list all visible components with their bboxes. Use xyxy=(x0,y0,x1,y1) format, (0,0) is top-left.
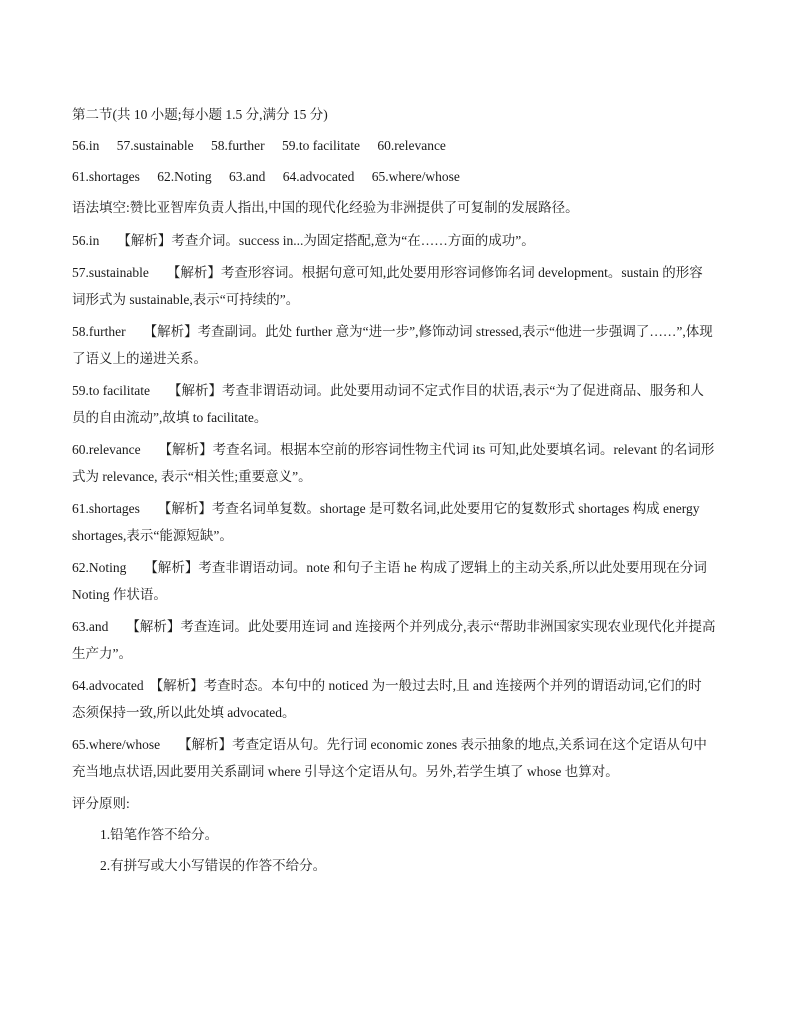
intro-line: 语法填空:赞比亚智库负责人指出,中国的现代化经验为非洲提供了可复制的发展路径。 xyxy=(72,200,579,215)
explanation-text: 【解析】考查时态。本句中的 noticed 为一般过去时,且 and 连接两个并列的谓语动词,它们的时 xyxy=(149,678,702,693)
explanation-58-cont: 了语义上的递进关系。 xyxy=(72,351,207,366)
answer-59: 59.to facilitate xyxy=(282,138,360,153)
scoring-rule-1: 1.铅笔作答不给分。 xyxy=(100,827,219,842)
explanation-63 xyxy=(72,618,715,636)
explanation-text: 【解析】考查连词。此处要用连词 and 连接两个并列成分,表示“帮助非洲国家实现农业现代化并提高 xyxy=(126,619,716,634)
answer-63: 63.and xyxy=(229,169,266,184)
answer-58: 58.further xyxy=(211,138,265,153)
explanation-label: 61.shortages xyxy=(72,501,140,516)
explanation-57 xyxy=(72,264,703,282)
explanation-60 xyxy=(72,441,714,459)
answer-57: 57.sustainable xyxy=(116,138,194,153)
explanation-label: 63.and xyxy=(72,619,109,634)
explanation-label: 64.advocated xyxy=(72,678,144,693)
explanation-63-cont: 生产力”。 xyxy=(72,646,132,661)
answer-line-2 xyxy=(72,168,474,186)
answer-65: 65.where/whose xyxy=(371,169,460,184)
answer-62: 62.Noting xyxy=(157,169,212,184)
explanation-label: 59.to facilitate xyxy=(72,383,150,398)
explanation-label: 65.where/whose xyxy=(72,737,161,752)
explanation-text: 【解析】考查名词。根据本空前的形容词性物主代词 its 可知,此处要填名词。relevant 的名词形 xyxy=(158,442,715,457)
explanation-56 xyxy=(72,232,535,250)
explanation-text: 【解析】考查定语从句。先行词 economic zones 表示抽象的地点,关系词在这个定语从句中 xyxy=(178,737,707,752)
explanation-57-cont: 词形式为 sustainable,表示“可持续的”。 xyxy=(72,292,300,307)
explanation-label: 56.in xyxy=(72,233,100,248)
explanation-label: 60.relevance xyxy=(72,442,141,457)
explanation-text: 【解析】考查非谓语动词。note 和句子主语 he 构成了逻辑上的主动关系,所以此处要用现在分词 xyxy=(144,560,707,575)
explanation-label: 58.further xyxy=(72,324,126,339)
explanation-59-cont: 员的自由流动”,故填 to facilitate。 xyxy=(72,410,268,425)
answer-60: 60.relevance xyxy=(377,138,446,153)
explanation-59 xyxy=(72,382,704,400)
explanation-62 xyxy=(72,559,707,577)
explanation-text: 【解析】考查介词。success in...为固定搭配,意为“在……方面的成功”。 xyxy=(117,233,535,248)
scoring-title: 评分原则: xyxy=(72,796,130,811)
explanation-65-cont: 充当地点状语,因此要用关系副词 where 引导这个定语从句。另外,若学生填了 whose 也算对。 xyxy=(72,764,619,779)
explanation-61 xyxy=(72,500,699,518)
explanation-text: 【解析】考查非谓语动词。此处要用动词不定式作目的状语,表示“为了促进商品、服务和人 xyxy=(167,383,704,398)
explanation-61-cont: shortages,表示“能源短缺”。 xyxy=(72,528,233,543)
answer-61: 61.shortages xyxy=(72,169,140,184)
explanation-text: 【解析】考查副词。此处 further 意为“进一步”,修饰动词 stressed,表示“他进一步强调了……”,体现 xyxy=(143,324,713,339)
explanation-60-cont: 式为 relevance, 表示“相关性;重要意义”。 xyxy=(72,469,312,484)
explanation-62-cont: Noting 作状语。 xyxy=(72,587,167,602)
explanation-58 xyxy=(72,323,713,341)
scoring-rule-2: 2.有拼写或大小写错误的作答不给分。 xyxy=(100,858,327,873)
answer-64: 64.advocated xyxy=(282,169,355,184)
explanation-text: 【解析】考查名词单复数。shortage 是可数名词,此处要用它的复数形式 shortages 构成 energy xyxy=(157,501,700,516)
explanation-64 xyxy=(72,677,702,695)
explanation-text: 【解析】考查形容词。根据句意可知,此处要用形容词修饰名词 development。sustain 的形容 xyxy=(166,265,703,280)
explanation-label: 62.Noting xyxy=(72,560,127,575)
answer-56: 56.in xyxy=(72,138,100,153)
answer-line-1 xyxy=(72,137,460,155)
explanation-64-cont: 态须保持一致,所以此处填 advocated。 xyxy=(72,705,296,720)
explanation-65 xyxy=(72,736,707,754)
section-header: 第二节(共 10 小题;每小题 1.5 分,满分 15 分) xyxy=(72,107,328,122)
explanation-label: 57.sustainable xyxy=(72,265,149,280)
